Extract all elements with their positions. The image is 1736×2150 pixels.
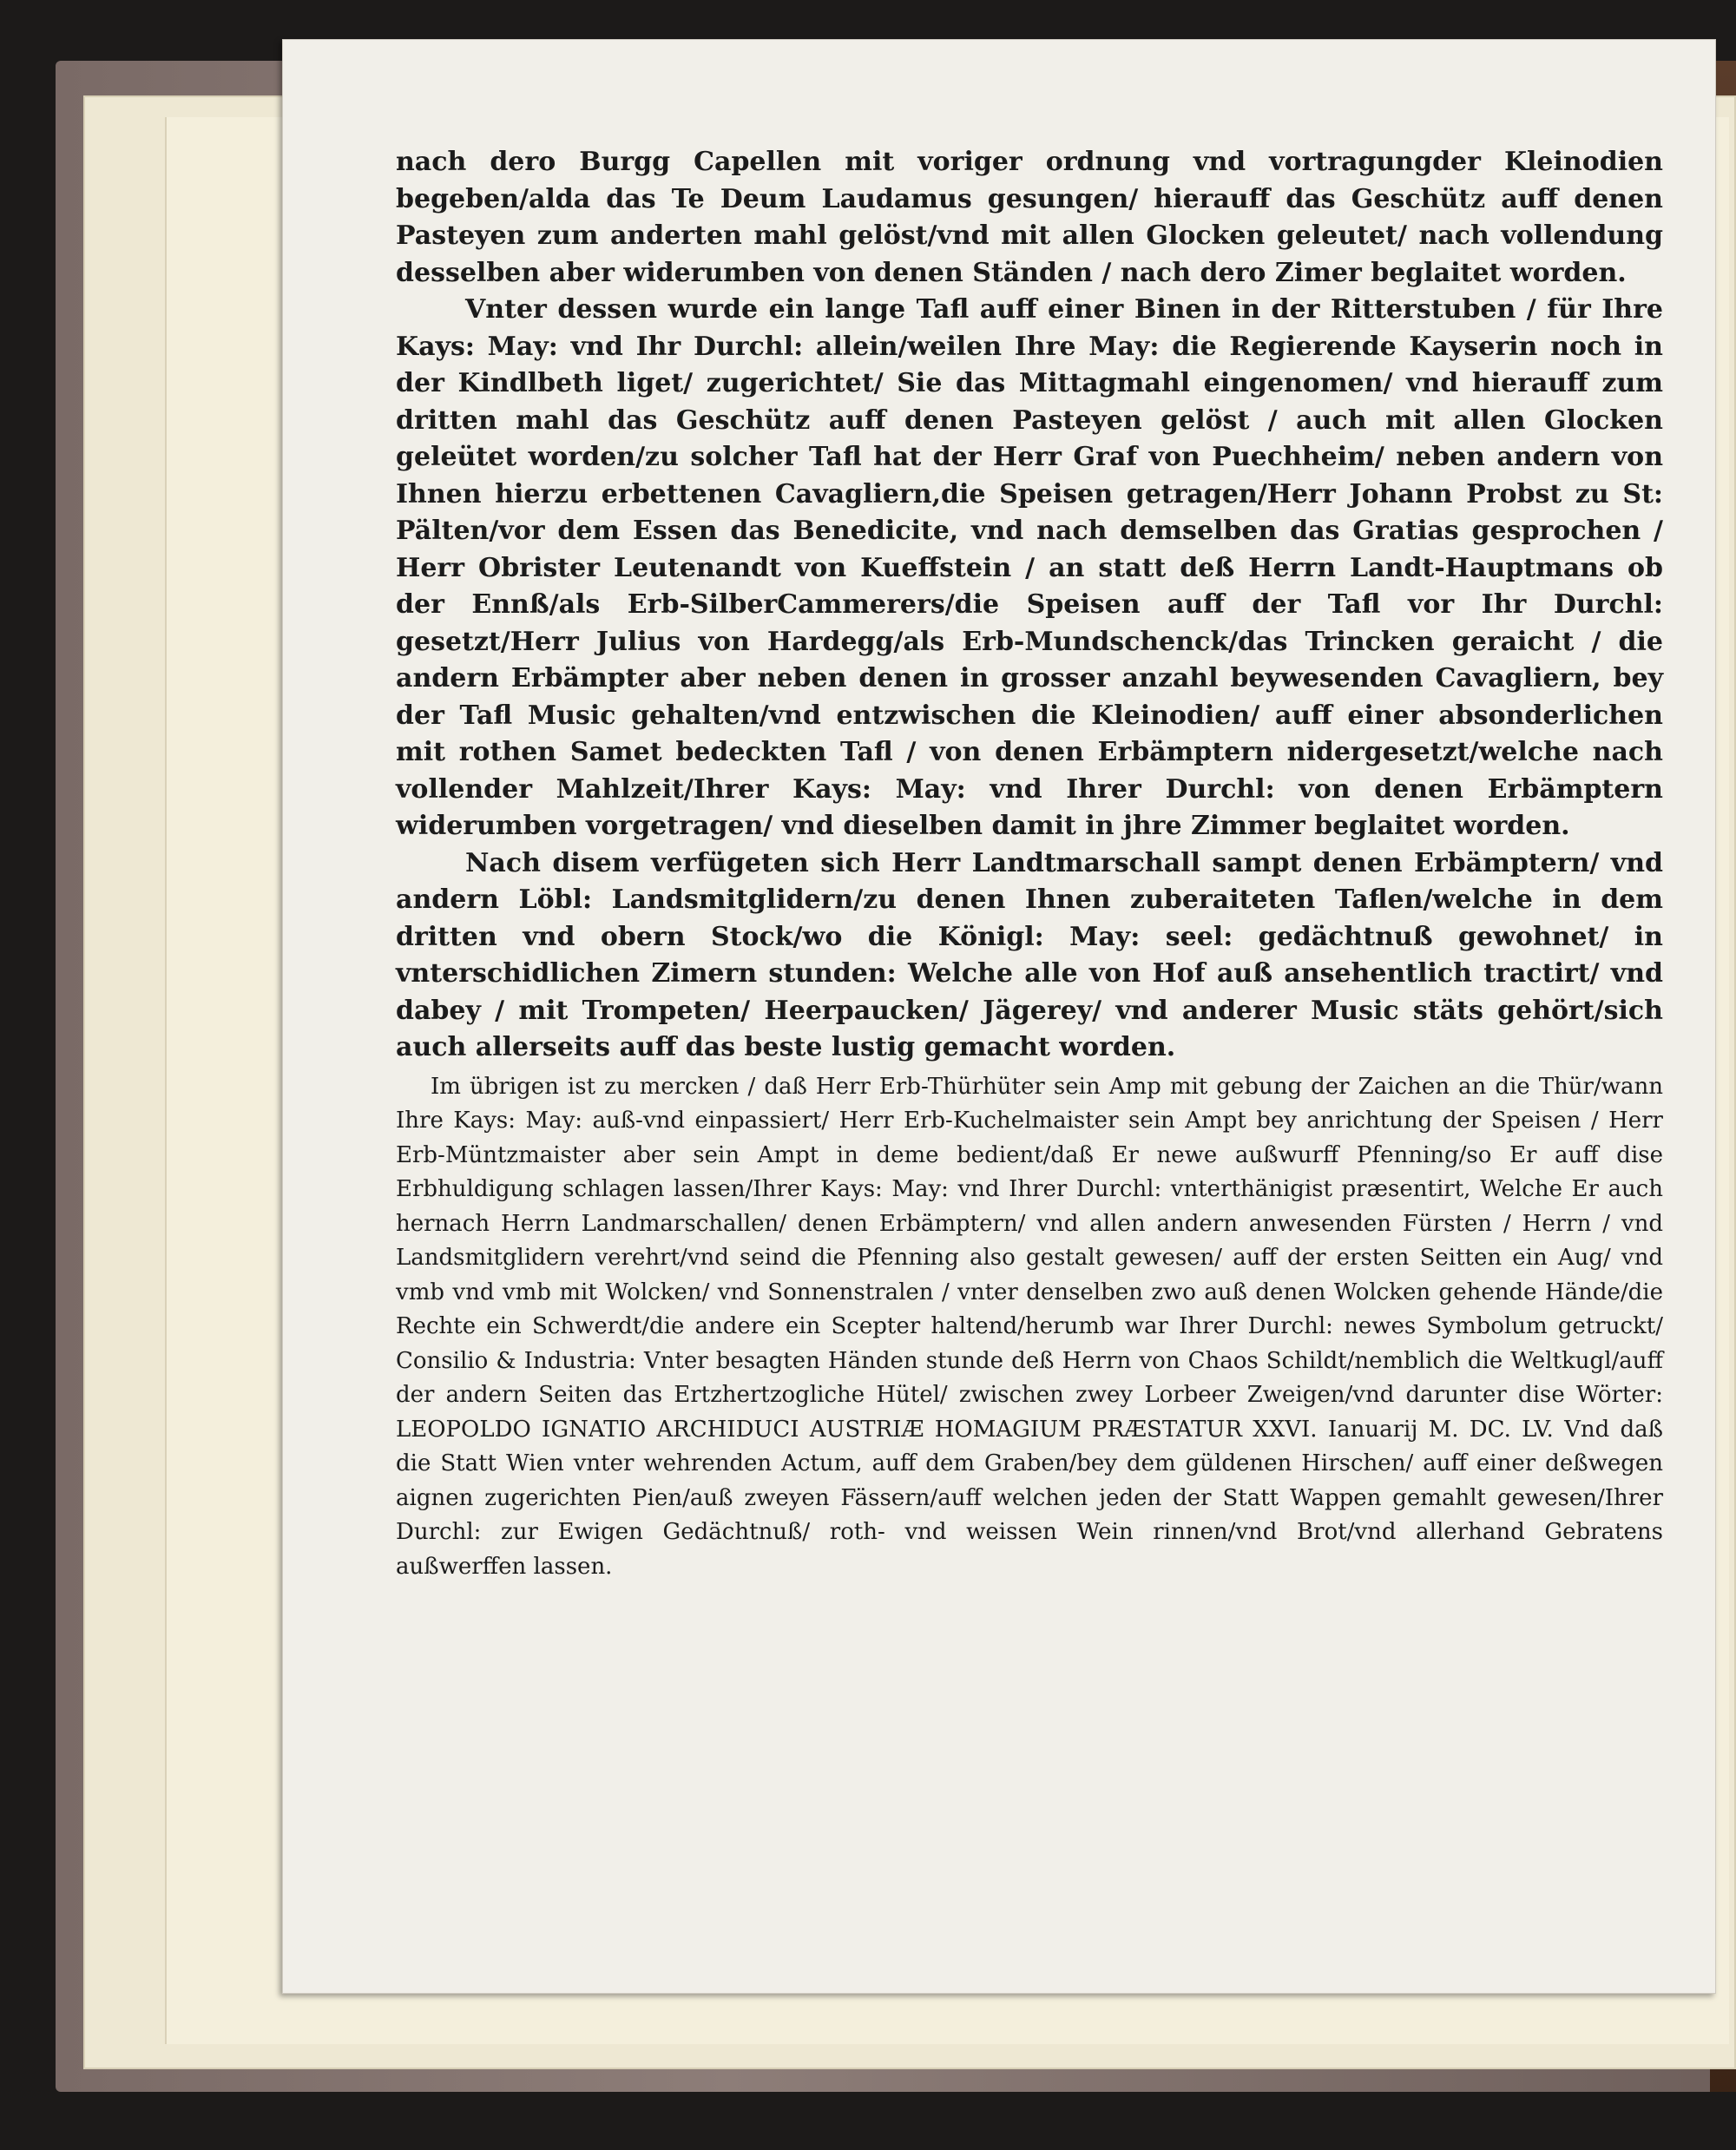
paragraph-1: nach dero Burgg Capellen mit voriger ordnung vnd vortragungder Kleinodien begeben/alda das Te Deum Laudamus gesungen/ hierauff das Geschütz auff denen Pasteyen zum anderten mahl gelöst/vnd mit allen Glocken geleutet/ nach vollendung desselben aber widerumben von denen Ständen / nach dero Zimer beglaitet worden.: [396, 147, 1663, 288]
page-text: [396, 144, 1663, 1584]
paragraph-4: Im übrigen ist zu mercken / daß Herr Erb-Thürhüter sein Amp mit gebung der Zaichen an die Thür/wann Ihre Kays: May: auß-vnd einpassiert/ Herr Erb-Kuchelmaister sein Ampt bey anrichtung der Speisen / Herr Erb-Müntzmaister aber sein Ampt in deme bedient/daß Er newe außwurff Pfenning/so Er auff dise Erbhuldigung schlagen lassen/Ihrer Kays: May: vnd Ihrer Durchl: vnterthänigist præsentirt, Welche Er auch hernach Herrn Landmarschallen/ denen Erbämptern/ vnd allen andern anwesenden Fürsten / Herrn / vnd Landsmitglidern verehrt/vnd seind die Pfenning also gestalt gewesen/ auff der ersten Seitten ein Aug/ vnd vmb vnd vmb mit Wolcken/ vnd Sonnenstralen / vnter denselben zwo auß denen Wolcken gehende Hände/die Rechte ein Schwerdt/die andere ein Scepter haltend/herumb war Ihrer Durchl: newes Symbolum getruckt/ Consilio & Industria: Vnter besagten Händen stunde deß Herrn von Chaos Schildt/nemblich die Weltkugl/auff der andern Seiten das Ertzhertzogliche Hütel/ zwischen zwey Lorbeer Zweigen/vnd darunter dise Wörter: LEOPOLDO IGNATIO ARCHIDUCI AUSTRIÆ HOMAGIUM PRÆSTATUR XXVI. Ianuarij M. DC. LV. Vnd daß die Statt Wien vnter wehrenden Actum, auff dem Graben/bey dem güldenen Hirschen/ auff einer deßwegen aignen zugerichten Pien/auß zweyen Fässern/auff welchen jeden der Statt Wappen gemahlt gewesen/Ihrer Durchl: zur Ewigen Gedächtnuß/ roth- vnd weissen Wein rinnen/vnd Brot/vnd allerhand Gebratens außwerffen lassen.: [396, 1073, 1663, 1580]
small-text-block: [396, 1070, 1663, 1585]
main-text-block: [396, 144, 1663, 1067]
paragraph-2: Vnter dessen wurde ein lange Tafl auff einer Binen in der Ritterstuben / für Ihre Kays: May: vnd Ihr Durchl: allein/weilen Ihre May: die Regierende Kayserin noch in der Kindlbeth liget/ zugerichtet/ Sie das Mittagmahl eingenomen/ vnd hierauff zum dritten mahl das Geschütz auff denen Pasteyen gelöst / auch mit allen Glocken geleütet worden/zu solcher Tafl hat der Herr Graf von Puechheim/ neben andern von Ihnen hierzu erbettenen Cavagliern,die Speisen getragen/Herr Johann Probst zu St: Pälten/vor dem Essen das Benedicite, vnd nach demselben das Gratias gesprochen / Herr Obrister Leutenandt von Kueffstein / an statt deß Herrn Landt-Hauptmans ob der Ennß/als Erb-SilberCammerers/die Speisen auff der Tafl vor Ihr Durchl: gesetzt/Herr Julius von Hardegg/als Erb-Mundschenck/das Trincken geraicht / die andern Erbämpter aber neben denen in grosser anzahl beywesenden Cavagliern, bey der Tafl Music gehalten/vnd entzwischen die Kleinodien/ auff einer absonderlichen mit rothen Samet bedeckten Tafl / von denen Erbämptern nidergesetzt/welche nach vollender Mahlzeit/Ihrer Kays: May: vnd Ihrer Durchl: von denen Erbämptern widerumben vorgetragen/ vnd dieselben damit in jhre Zimmer beglaitet worden.: [396, 294, 1663, 841]
printed-page: [282, 39, 1716, 1994]
paragraph-3: Nach disem verfügeten sich Herr Landtmarschall sampt denen Erbämptern/ vnd andern Löbl: Landsmitglidern/zu denen Ihnen zuberaiteten Taflen/welche in dem dritten vnd obern Stock/wo die Königl: May: seel: gedächtnuß gewohnet/ in vnterschidlichen Zimern stunden: Welche alle von Hof auß ansehentlich tractirt/ vnd dabey / mit Trompeten/ Heerpaucken/ Jägerey/ vnd anderer Music stäts gehört/sich auch allerseits auff das beste lustig gemacht worden.: [396, 847, 1663, 1062]
